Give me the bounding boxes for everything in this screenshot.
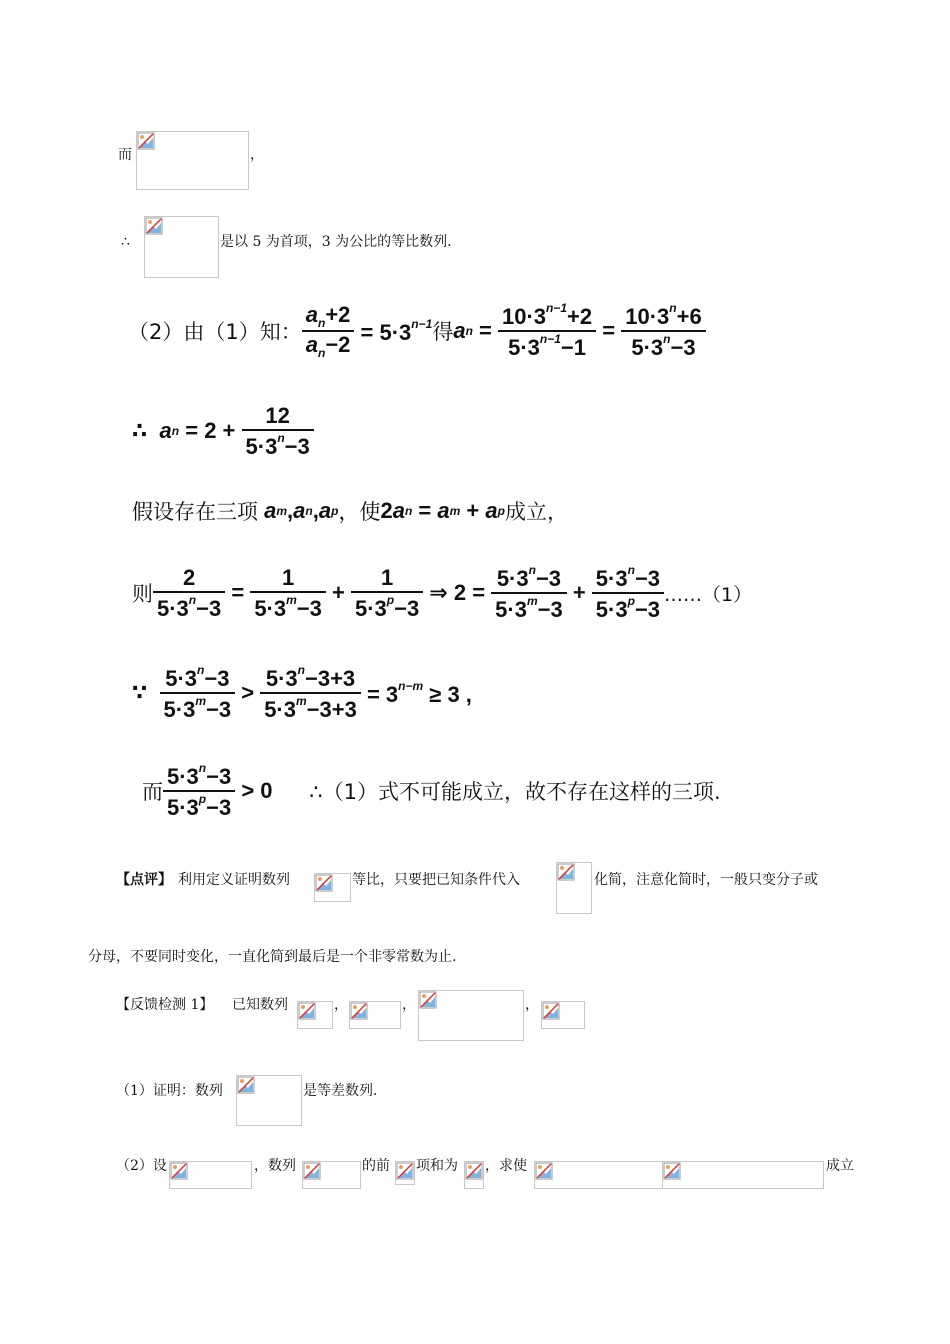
broken-image-icon	[298, 1002, 316, 1020]
fraction: $\frac{2}{5\cdot 3^n-3}$	[153, 565, 225, 622]
comment-text-b: 等比，只要把已知条件代入	[352, 872, 520, 888]
math-line-6: 而 $\frac{5\cdot 3^n-3}{5\cdot 3^p-3}$ > 0 ∴（1）式不可能成立，故不存在这样的三项.	[142, 761, 721, 820]
math-line-4: 则 $\frac{2}{5\cdot 3^n-3}$ = $\frac{1}{5\cdot 3^m-3}$ + $\frac{1}{5\cdot 3^p-3}$ ⇒ 2 = $\frac{5\cdot 3^n-3}{5\cdot 3^m-3}$ + $\frac{5\cdot 3^n-3}{5\cdot 3^p-3}$ ……（1）	[132, 563, 753, 622]
question-2-text-b: ，数列	[254, 1158, 296, 1174]
formula-image	[534, 1161, 663, 1189]
broken-image-icon	[557, 863, 575, 881]
formula-image	[302, 1161, 361, 1189]
math-line-5: ∵ $\frac{5\cdot 3^n-3}{5\cdot 3^m-3}$ > $\frac{5\cdot 3^n-3+3}{5\cdot 3^m-3+3}$ = $3^{n-m} \ge 3$ ,	[132, 663, 472, 722]
formula-image	[144, 216, 219, 278]
fraction: $\frac{10\cdot 3^n+6}{5\cdot 3^n-3}$	[621, 301, 705, 361]
formula-image	[418, 990, 524, 1041]
broken-image-icon	[170, 1162, 188, 1180]
fraction: $\frac{1}{5\cdot 3^m-3}$	[250, 565, 326, 622]
broken-image-icon	[465, 1162, 483, 1180]
math-line-1: （2）由（1）知： $\frac{a_n+2}{a_n-2}$ = $5\cdot 3^{n-1}$ 得 a n = $\frac{10\cdot 3^{n-1}+2}{5\cdot 3^{n-1}-1}$ = $\frac{10\cdot 3^n+6}{5\cdot 3^n-3}$	[128, 300, 706, 362]
question-2-text-f: 成立	[826, 1158, 854, 1174]
formula-image	[136, 131, 249, 190]
therefore-symbol: ∴	[121, 234, 130, 250]
text-conclusion: ∴（1）式不可能成立，故不存在这样的三项.	[309, 780, 721, 804]
broken-image-icon	[419, 991, 437, 1009]
text-shi: ，使	[338, 500, 381, 524]
math-line-3: 假设存在三项 a m , a n , a p ，使 2 a n = a m + a p 成立，	[132, 498, 568, 524]
formula-image	[541, 1001, 585, 1029]
fraction: $\frac{5\cdot 3^n-3}{5\cdot 3^m-3}$	[491, 563, 567, 623]
math-line-2: ∴ a n = 2 + $\frac{12}{5\cdot 3^n-3}$	[132, 400, 314, 462]
broken-image-icon	[535, 1162, 553, 1180]
comment-text-d: 分母，不要同时变化，一直化简到最后是一个非零常数为止.	[88, 949, 457, 965]
fraction: $\frac{10\cdot 3^{n-1}+2}{5\cdot 3^{n-1}-1}$	[498, 301, 596, 361]
broken-image-icon	[303, 1162, 321, 1180]
fraction: $\frac{12}{5\cdot 3^n-3}$	[242, 403, 314, 460]
formula-image	[236, 1075, 302, 1126]
comment-text-c: 化简，注意化简时，一般只变分子或	[594, 872, 818, 888]
comment-text-a: 利用定义证明数列	[178, 872, 290, 888]
fraction: $\frac{5\cdot 3^n-3+3}{5\cdot 3^m-3+3}$	[260, 663, 361, 723]
text-comma: ，	[250, 147, 264, 163]
formula-image	[464, 1161, 484, 1189]
feedback-text-a: 已知数列	[232, 997, 288, 1013]
broken-image-icon	[542, 1002, 560, 1020]
text-er: 而	[142, 780, 163, 804]
broken-image-icon	[663, 1162, 681, 1180]
text-er: 而	[118, 147, 132, 163]
separator: ，	[334, 997, 348, 1013]
text-geometric-sequence: 是以 5 为首项，3 为公比的等比数列.	[220, 234, 452, 250]
text-ze: 则	[132, 582, 153, 606]
question-2-text-d: 项和为	[416, 1158, 458, 1174]
separator: ，	[402, 997, 416, 1013]
fraction: $\frac{5\cdot 3^n-3}{5\cdot 3^p-3}$	[592, 563, 664, 623]
question-1-text-a: （1）证明：数列	[116, 1083, 223, 1099]
broken-image-icon	[350, 1002, 368, 1020]
formula-image	[314, 873, 351, 902]
fraction: $\frac{5\cdot 3^n-3}{5\cdot 3^m-3}$	[160, 663, 236, 723]
formula-image	[169, 1161, 252, 1189]
question-2-text-a: （2）设	[116, 1158, 167, 1174]
formula-image	[556, 862, 592, 914]
question-2-text-c: 的前	[362, 1158, 390, 1174]
broken-image-icon	[396, 1162, 414, 1180]
separator: ，	[525, 997, 539, 1013]
text-de: 得	[432, 320, 454, 344]
broken-image-icon	[315, 874, 333, 892]
broken-image-icon	[237, 1076, 255, 1094]
because-symbol: ∵	[132, 680, 148, 705]
math-label: （2）由（1）知：	[128, 320, 302, 344]
formula-image	[349, 1001, 401, 1029]
formula-image	[297, 1001, 333, 1029]
broken-image-icon	[137, 132, 155, 150]
fraction: $\frac{a_n+2}{a_n-2}$	[302, 302, 355, 360]
text-eq-label: ……（1）	[664, 583, 753, 606]
fraction: $\frac{1}{5\cdot 3^p-3}$	[351, 565, 423, 622]
formula-image	[395, 1161, 415, 1185]
feedback-tag: 【反馈检测 1】	[116, 997, 214, 1013]
formula-image	[662, 1161, 824, 1189]
text-assume: 假设存在三项	[132, 500, 258, 524]
question-2-text-e: ，求使	[485, 1158, 527, 1174]
broken-image-icon	[145, 217, 163, 235]
comment-tag: 【点评】	[116, 872, 172, 888]
text-holds: 成立，	[504, 500, 568, 524]
fraction: $\frac{5\cdot 3^n-3}{5\cdot 3^p-3}$	[163, 761, 235, 821]
question-1-text-b: 是等差数列.	[303, 1083, 378, 1099]
